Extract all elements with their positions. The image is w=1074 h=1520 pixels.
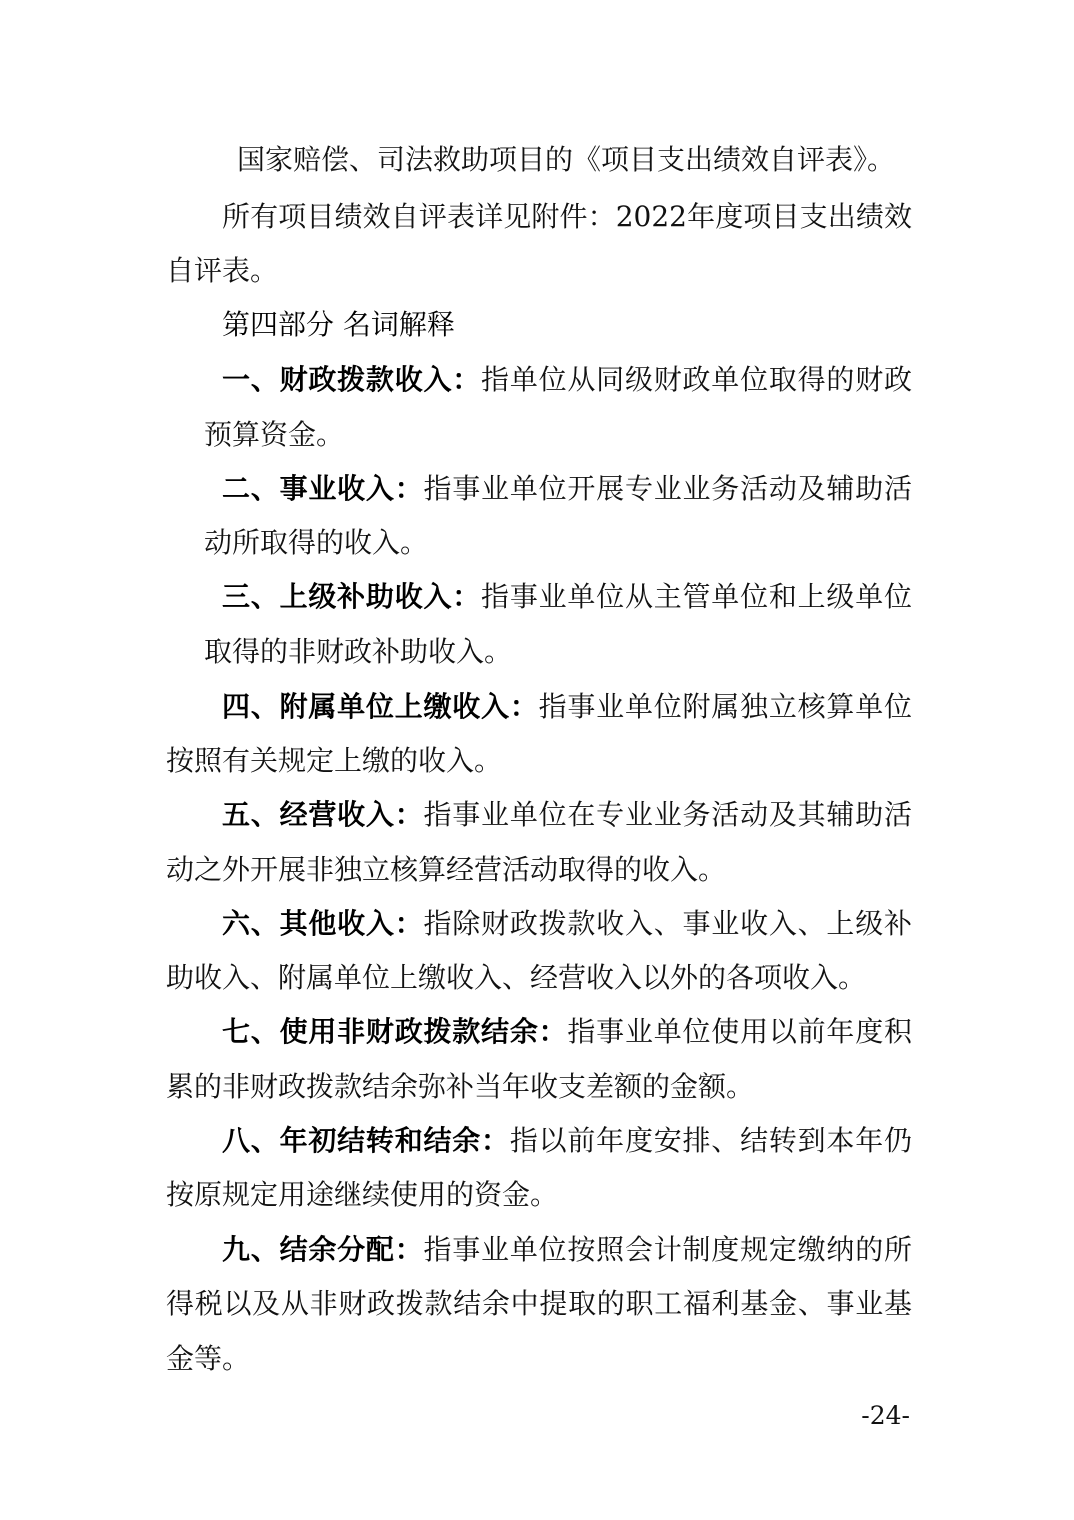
definition-9-term: 九、结余分配： bbox=[222, 1233, 424, 1266]
definition-2-text: 指事业单位开展专业业务活动及辅助活 bbox=[423, 472, 912, 505]
definition-8-text: 指以前年度安排、结转到本年仍 bbox=[509, 1124, 912, 1157]
definition-1-line-2: 预算资金。 bbox=[204, 418, 345, 451]
definition-9-text: 指事业单位按照会计制度规定缴纳的所 bbox=[423, 1233, 912, 1266]
section-title: 第四部分 名词解释 bbox=[222, 308, 455, 341]
definition-3-line-1 bbox=[222, 580, 912, 613]
definition-2-term: 二、事业收入： bbox=[222, 472, 424, 505]
definition-5-text: 指事业单位在专业业务活动及其辅助活 bbox=[423, 798, 912, 831]
definition-9-line-3: 金等。 bbox=[166, 1342, 251, 1375]
definition-7-line-1 bbox=[222, 1015, 912, 1048]
intro-line-3: 自评表。 bbox=[166, 254, 279, 287]
intro-line-1: 国家赔偿、司法救助项目的《项目支出绩效自评表》。 bbox=[237, 143, 896, 176]
definition-7-text: 指事业单位使用以前年度积 bbox=[567, 1015, 912, 1048]
definition-9-line-2: 得税以及从非财政拨款结余中提取的职工福利基金、事业基 bbox=[166, 1287, 912, 1320]
definition-6-term: 六、其他收入： bbox=[222, 907, 424, 940]
definition-2-line-2: 动所取得的收入。 bbox=[204, 526, 429, 559]
definition-6-line-2: 助收入、附属单位上缴收入、经营收入以外的各项收入。 bbox=[166, 961, 867, 994]
definition-1-line-1 bbox=[222, 363, 912, 396]
definition-8-term: 八、年初结转和结余： bbox=[222, 1124, 510, 1157]
definition-3-line-2: 取得的非财政补助收入。 bbox=[204, 635, 513, 668]
definition-1-term: 一、财政拨款收入： bbox=[222, 363, 482, 396]
definition-7-term: 七、使用非财政拨款结余： bbox=[222, 1015, 568, 1048]
definition-8-line-1 bbox=[222, 1124, 912, 1157]
definition-7-line-2: 累的非财政拨款结余弥补当年收支差额的金额。 bbox=[166, 1070, 755, 1103]
definition-5-term: 五、经营收入： bbox=[222, 798, 424, 831]
page-number: -24- bbox=[861, 1401, 910, 1430]
definition-6-line-1 bbox=[222, 907, 912, 940]
definition-4-line-2: 按照有关规定上缴的收入。 bbox=[166, 744, 503, 777]
definition-3-text: 指事业单位从主管单位和上级单位 bbox=[481, 580, 912, 613]
definition-2-line-1 bbox=[222, 472, 912, 505]
definition-4-line-1 bbox=[222, 690, 912, 723]
definition-9-line-1 bbox=[222, 1233, 912, 1266]
definition-8-line-2: 按原规定用途继续使用的资金。 bbox=[166, 1178, 559, 1211]
definition-6-text: 指除财政拨款收入、事业收入、上级补 bbox=[423, 907, 912, 940]
definition-3-term: 三、上级补助收入： bbox=[222, 580, 482, 613]
intro-line-2: 所有项目绩效自评表详见附件：2022年度项目支出绩效 bbox=[222, 200, 912, 233]
definition-4-term: 四、附属单位上缴收入： bbox=[222, 690, 539, 723]
definition-1-text: 指单位从同级财政单位取得的财政 bbox=[481, 363, 912, 396]
definition-4-text: 指事业单位附属独立核算单位 bbox=[538, 690, 912, 723]
definition-5-line-1 bbox=[222, 798, 912, 831]
definition-5-line-2: 动之外开展非独立核算经营活动取得的收入。 bbox=[166, 853, 727, 886]
